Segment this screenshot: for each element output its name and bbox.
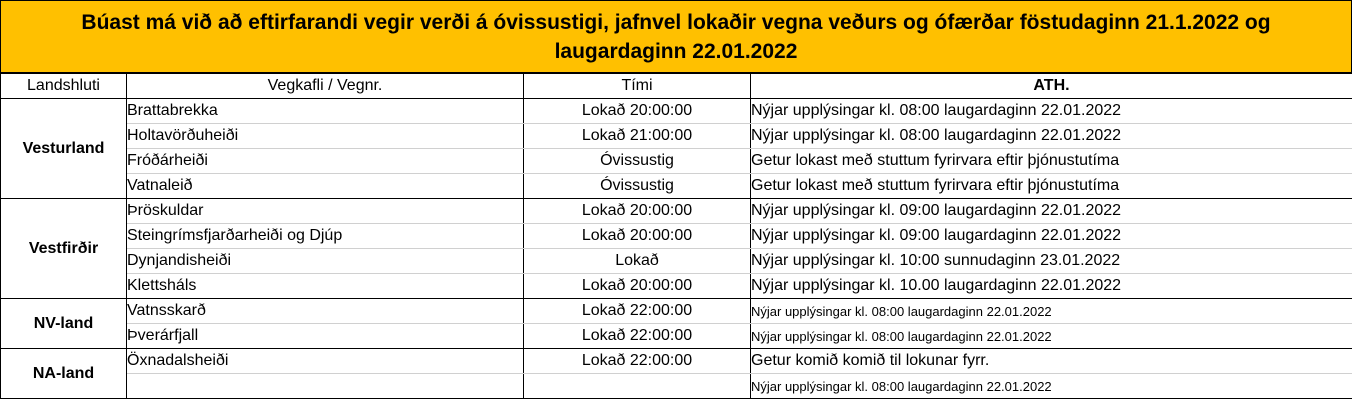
table-row	[1, 274, 1352, 299]
road-cell: Vatnaleið	[127, 174, 524, 199]
road-cell: Holtavörðuheiði	[127, 124, 524, 149]
region-cell: Vesturland	[1, 99, 127, 199]
road-cell: Þverárfjall	[127, 324, 524, 349]
note-cell: Nýjar upplýsingar kl. 09:00 laugardaginn 22.01.2022	[751, 224, 1352, 249]
time-cell: Óvissustig	[524, 149, 751, 174]
table-row	[1, 299, 1352, 324]
road-cell: Brattabrekka	[127, 99, 524, 124]
time-cell	[524, 374, 751, 399]
time-cell: Lokað 20:00:00	[524, 99, 751, 124]
note-cell: Nýjar upplýsingar kl. 08:00 laugardaginn 22.01.2022	[751, 374, 1352, 399]
note-cell: Nýjar upplýsingar kl. 09:00 laugardaginn 22.01.2022	[751, 199, 1352, 224]
time-cell: Lokað	[524, 249, 751, 274]
column-header-road: Vegkafli / Vegnr.	[127, 74, 524, 99]
time-cell: Lokað 21:00:00	[524, 124, 751, 149]
time-cell: Lokað 20:00:00	[524, 274, 751, 299]
table-row	[1, 374, 1352, 399]
column-header-note: ATH.	[751, 74, 1352, 99]
road-status-table	[0, 73, 1352, 399]
road-cell: Þröskuldar	[127, 199, 524, 224]
time-cell: Óvissustig	[524, 174, 751, 199]
note-cell: Nýjar upplýsingar kl. 08:00 laugardaginn 22.01.2022	[751, 299, 1352, 324]
road-cell: Vatnsskarð	[127, 299, 524, 324]
note-cell: Nýjar upplýsingar kl. 10.00 laugardaginn 22.01.2022	[751, 274, 1352, 299]
road-cell	[127, 374, 524, 399]
note-cell: Nýjar upplýsingar kl. 08:00 laugardaginn 22.01.2022	[751, 99, 1352, 124]
road-cell: Steingrímsfjarðarheiði og Djúp	[127, 224, 524, 249]
table-row	[1, 174, 1352, 199]
note-cell: Getur lokast með stuttum fyrirvara eftir þjónustutíma	[751, 174, 1352, 199]
note-cell: Getur komið komið til lokunar fyrr.	[751, 349, 1352, 374]
time-cell: Lokað 22:00:00	[524, 349, 751, 374]
table-row	[1, 249, 1352, 274]
region-cell: NV-land	[1, 299, 127, 349]
table-row	[1, 124, 1352, 149]
note-cell: Getur lokast með stuttum fyrirvara eftir þjónustutíma	[751, 149, 1352, 174]
table-row	[1, 199, 1352, 224]
header-row	[1, 74, 1352, 99]
note-cell: Nýjar upplýsingar kl. 08:00 laugardaginn 22.01.2022	[751, 324, 1352, 349]
time-cell: Lokað 20:00:00	[524, 224, 751, 249]
region-cell: NA-land	[1, 349, 127, 399]
page-title: Búast má við að eftirfarandi vegir verði á óvissustigi, jafnvel lokaðir vegna veðurs og ófærðar föstudaginn 21.1.2022 og laugardaginn 22.01.2022	[81, 10, 1271, 63]
table-row	[1, 224, 1352, 249]
note-cell: Nýjar upplýsingar kl. 10:00 sunnudaginn 23.01.2022	[751, 249, 1352, 274]
time-cell: Lokað 22:00:00	[524, 324, 751, 349]
column-header-time: Tími	[524, 74, 751, 99]
road-cell: Öxnadalsheiði	[127, 349, 524, 374]
table-row	[1, 349, 1352, 374]
note-cell: Nýjar upplýsingar kl. 08:00 laugardaginn 22.01.2022	[751, 124, 1352, 149]
table-row	[1, 99, 1352, 124]
page-title-banner	[0, 0, 1352, 73]
region-cell: Vestfirðir	[1, 199, 127, 299]
road-cell: Klettsháls	[127, 274, 524, 299]
road-cell: Fróðárheiði	[127, 149, 524, 174]
table-row	[1, 324, 1352, 349]
column-header-region: Landshluti	[1, 74, 127, 99]
time-cell: Lokað 20:00:00	[524, 199, 751, 224]
table-row	[1, 149, 1352, 174]
road-cell: Dynjandisheiði	[127, 249, 524, 274]
time-cell: Lokað 22:00:00	[524, 299, 751, 324]
